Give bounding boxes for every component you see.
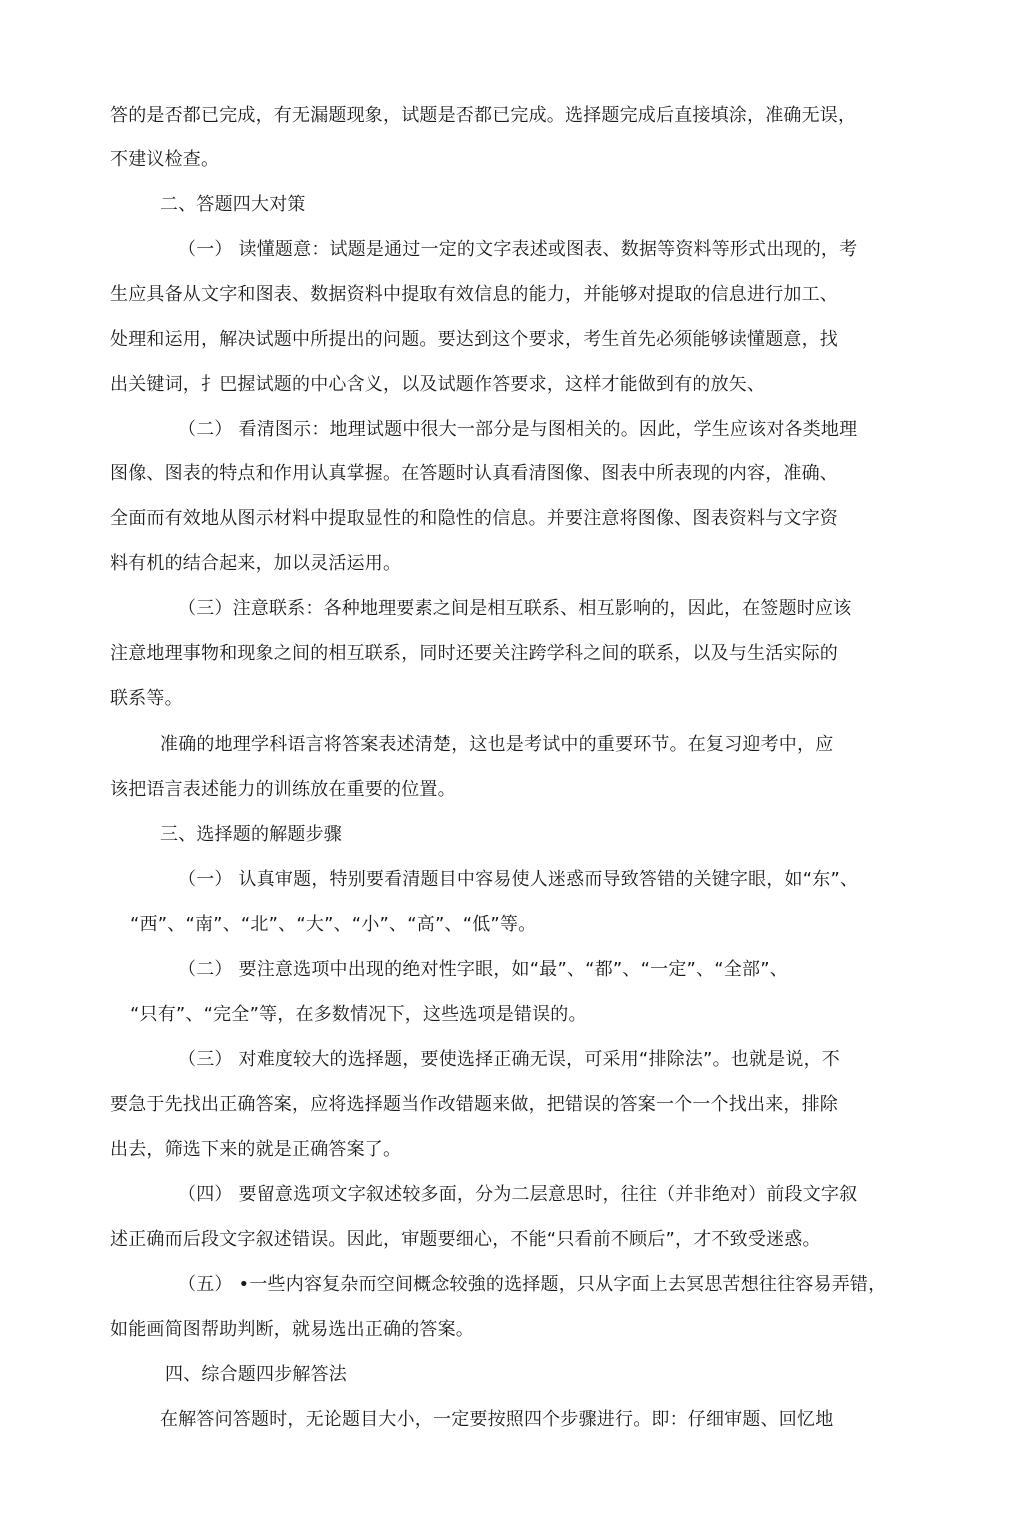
text-line: 联系等。 [110, 688, 183, 709]
section-heading: 二、答题四大对策 [160, 194, 306, 215]
text-line: （四） 要留意选项文字叙述较多面，分为二层意思时，往往（并非绝对）前段文字叙 [178, 1184, 858, 1205]
text-line: 述正确而后段文字叙述错误。因此，审题要细心，不能“只看前不顾后”，才不致受迷惑。 [110, 1229, 821, 1250]
text-line: 出去，筛选下来的就是正确答案了。 [110, 1139, 402, 1160]
text-line: 图像、图表的特点和作用认真掌握。在答题时认真看清图像、图表中所表现的内容，准确、 [110, 463, 838, 484]
text-line: 在解答问答题时，无论题目大小，一定要按照四个步骤进行。即：仔细审题、回忆地 [160, 1409, 834, 1430]
text-line: 如能画简图帮助判断，就易选出正确的答案。 [110, 1319, 474, 1340]
text-line: 答的是否都已完成，有无漏题现象，试题是否都已完成。选择题完成后直接填涂，准确无误， [110, 105, 857, 126]
text-line: （五） •一些内容复杂而空间概念较強的选择题，只从字面上去冥思苦想往往容易弄错， [178, 1274, 887, 1295]
text-line: “西”、“南”、“北”、“大”、“小”、“高”、“低”等。 [130, 914, 537, 935]
text-line: （三） 对难度较大的选择题，要使选择正确无误，可采用“排除法”。也就是说，不 [178, 1049, 840, 1070]
text-line: 处理和运用，解决试题中所提出的问题。要达到这个要求，考生首先必须能够读懂题意，找 [110, 329, 838, 350]
text-line: “只有”、“完全”等，在多数情况下，这些选项是错误的。 [130, 1004, 587, 1025]
section-heading: 三、选择题的解题步骤 [160, 824, 342, 845]
text-line: （三）注意联系：各种地理要素之间是相互联系、相互影响的，因此，在签题时应该 [178, 598, 852, 619]
text-line: 不建议检查。 [110, 149, 220, 170]
text-line: 该把语言表述能力的训练放在重要的位置。 [110, 779, 456, 800]
text-line: （二） 看清图示：地理试题中很大一部分是与图相关的。因此，学生应该对各类地理 [178, 419, 858, 440]
text-line: （一） 读懂题意：试题是通过一定的文字表述或图表、数据等资料等形式出现的，考 [178, 239, 858, 260]
text-line: （二） 要注意选项中出现的绝对性字眼，如“最”、“都”、“一定”、“全部”、 [178, 959, 788, 980]
text-line: 准确的地理学科语言将答案表述清楚，这也是考试中的重要环节。在复习迎考中，应 [160, 734, 834, 755]
text-line: 全面而有效地从图示材料中提取显性的和隐性的信息。并要注意将图像、图表资料与文字资 [110, 508, 838, 529]
section-heading: 四、综合题四步解答法 [165, 1364, 347, 1385]
text-line: （一） 认真审题，特别要看清题目中容易使人迷惑而导致答错的关键字眼，如“东”、 [178, 869, 859, 890]
text-line: 出关键词，扌巴握试题的中心含义，以及试题作答要求，这样才能做到有的放矢、 [110, 374, 766, 395]
text-line: 注意地理事物和现象之间的相互联系，同时还要关注跨学科之间的联系，以及与生活实际的 [110, 643, 838, 664]
text-line: 要急于先找出正确答案，应将选择题当作改错题来做，把错误的答案一个一个找出来，排除 [110, 1094, 838, 1115]
text-line: 料有机的结合起来，加以灵活运用。 [110, 553, 402, 574]
text-line: 生应具备从文字和图表、数据资料中提取有效信息的能力，并能够对提取的信息进行加工、 [110, 284, 838, 305]
